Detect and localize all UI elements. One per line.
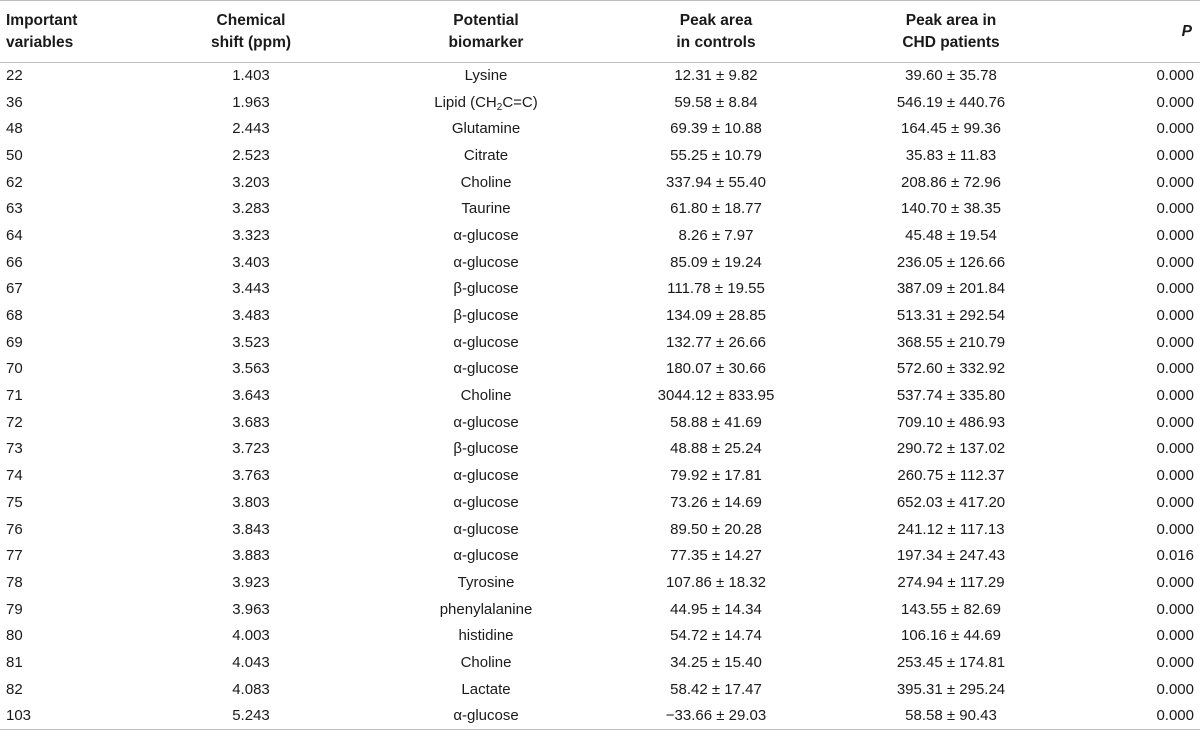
cell-peak-area-controls: 34.25 ± 15.40 bbox=[670, 653, 762, 671]
cell-variable: 71 bbox=[6, 387, 23, 405]
cell-peak-area-chd: 197.34 ± 247.43 bbox=[896, 547, 1006, 565]
cell-chemical-shift: 3.203 bbox=[232, 173, 270, 191]
table-row bbox=[0, 196, 1200, 223]
cell-p-value: 0.000 bbox=[1156, 253, 1194, 271]
table-body bbox=[0, 63, 1200, 730]
cell-p-value: 0.000 bbox=[1156, 360, 1194, 378]
cell-p-value: 0.000 bbox=[1156, 146, 1194, 164]
cell-p-value: 0.000 bbox=[1156, 333, 1194, 351]
cell-p-value: 0.000 bbox=[1156, 387, 1194, 405]
table-row bbox=[0, 409, 1200, 436]
cell-biomarker: Lactate bbox=[461, 680, 511, 698]
table-row bbox=[0, 303, 1200, 330]
table-row bbox=[0, 276, 1200, 303]
cell-p-value: 0.000 bbox=[1156, 467, 1194, 485]
cell-biomarker: α-glucose bbox=[453, 493, 519, 511]
cell-peak-area-controls: 55.25 ± 10.79 bbox=[670, 146, 762, 164]
cell-biomarker: α-glucose bbox=[453, 547, 519, 565]
cell-variable: 77 bbox=[6, 547, 23, 565]
cell-peak-area-chd: 140.70 ± 38.35 bbox=[901, 200, 1001, 218]
cell-peak-area-controls: 180.07 ± 30.66 bbox=[666, 360, 766, 378]
cell-biomarker: Glutamine bbox=[451, 120, 521, 138]
cell-peak-area-controls: 54.72 ± 14.74 bbox=[670, 627, 762, 645]
table-row bbox=[0, 169, 1200, 196]
table-row bbox=[0, 676, 1200, 703]
cell-variable: 78 bbox=[6, 573, 23, 591]
header-important-variables: Important variables bbox=[0, 1, 136, 63]
cell-p-value: 0.000 bbox=[1156, 440, 1194, 458]
cell-peak-area-chd: 241.12 ± 117.13 bbox=[897, 520, 1005, 538]
cell-variable: 103 bbox=[0, 703, 136, 730]
cell-peak-area-chd: 58.58 ± 90.43 bbox=[826, 703, 1076, 730]
cell-peak-area-chd: 652.03 ± 417.20 bbox=[896, 493, 1006, 511]
table-row bbox=[0, 436, 1200, 463]
header-potential-biomarker: Potential biomarker bbox=[366, 1, 606, 63]
cell-variable: 64 bbox=[6, 226, 23, 244]
table-row bbox=[0, 543, 1200, 570]
cell-variable: 70 bbox=[6, 360, 23, 378]
cell-chemical-shift: 3.963 bbox=[232, 600, 270, 618]
cell-chemical-shift: 3.723 bbox=[232, 440, 270, 458]
cell-peak-area-chd: 143.55 ± 82.69 bbox=[901, 600, 1001, 618]
header-row bbox=[0, 1, 1200, 63]
cell-biomarker: α-glucose bbox=[366, 703, 606, 730]
table-row bbox=[0, 516, 1200, 543]
cell-p-value: 0.000 bbox=[1156, 520, 1194, 538]
cell-peak-area-chd: 45.48 ± 19.54 bbox=[905, 226, 997, 244]
cell-variable: 67 bbox=[6, 280, 23, 298]
cell-peak-area-controls: 134.09 ± 28.85 bbox=[666, 307, 766, 325]
cell-peak-area-chd: 709.10 ± 486.93 bbox=[896, 413, 1006, 431]
cell-biomarker bbox=[366, 89, 606, 116]
cell-p-value: 0.000 bbox=[1156, 280, 1194, 298]
cell-peak-area-controls: 107.86 ± 18.32 bbox=[666, 573, 766, 591]
cell-peak-area-controls: 111.78 ± 19.55 bbox=[667, 280, 765, 298]
cell-variable: 80 bbox=[6, 627, 23, 645]
cell-peak-area-controls: 85.09 ± 19.24 bbox=[670, 253, 762, 271]
cell-variable: 48 bbox=[6, 120, 23, 138]
cell-p-value: 0.000 bbox=[1156, 173, 1194, 191]
cell-p-value: 0.000 bbox=[1156, 680, 1194, 698]
cell-chemical-shift: 3.483 bbox=[232, 307, 270, 325]
cell-peak-area-chd: 236.05 ± 126.66 bbox=[896, 253, 1006, 271]
cell-chemical-shift: 3.763 bbox=[232, 467, 270, 485]
cell-peak-area-controls: 48.88 ± 25.24 bbox=[670, 440, 762, 458]
cell-chemical-shift: 3.923 bbox=[232, 573, 270, 591]
cell-biomarker: Tyrosine bbox=[457, 573, 515, 591]
cell-peak-area-controls: 73.26 ± 14.69 bbox=[670, 493, 762, 511]
cell-chemical-shift: 4.083 bbox=[232, 680, 270, 698]
cell-p-value: 0.016 bbox=[1156, 547, 1194, 565]
cell-peak-area-chd: 395.31 ± 295.24 bbox=[896, 680, 1006, 698]
cell-peak-area-chd: 274.94 ± 117.29 bbox=[897, 573, 1005, 591]
table-row bbox=[0, 650, 1200, 677]
cell-variable: 62 bbox=[6, 173, 23, 191]
cell-variable: 36 bbox=[6, 93, 23, 111]
cell-p-value: 0.000 bbox=[1156, 493, 1194, 511]
cell-peak-area-controls: 79.92 ± 17.81 bbox=[670, 467, 762, 485]
cell-variable: 22 bbox=[6, 67, 23, 85]
table-row bbox=[0, 596, 1200, 623]
table-row bbox=[0, 116, 1200, 143]
cell-peak-area-controls: 3044.12 ± 833.95 bbox=[657, 387, 775, 405]
cell-peak-area-controls: 132.77 ± 26.66 bbox=[666, 333, 766, 351]
header-peak-area-chd: Peak area in CHD patients bbox=[826, 1, 1076, 63]
cell-peak-area-chd: 572.60 ± 332.92 bbox=[896, 360, 1006, 378]
cell-chemical-shift: 1.963 bbox=[232, 93, 270, 111]
cell-p-value: 0.000 bbox=[1156, 120, 1194, 138]
table-row bbox=[0, 463, 1200, 490]
cell-biomarker: α-glucose bbox=[453, 253, 519, 271]
table-row bbox=[0, 249, 1200, 276]
table-row bbox=[0, 356, 1200, 383]
cell-peak-area-chd: 260.75 ± 112.37 bbox=[897, 467, 1005, 485]
cell-peak-area-chd: 208.86 ± 72.96 bbox=[901, 173, 1001, 191]
cell-variable: 81 bbox=[6, 653, 23, 671]
cell-chemical-shift: 3.803 bbox=[232, 493, 270, 511]
cell-variable: 82 bbox=[6, 680, 23, 698]
cell-variable: 63 bbox=[6, 200, 23, 218]
cell-biomarker: α-glucose bbox=[453, 226, 519, 244]
cell-biomarker: Choline bbox=[460, 387, 512, 405]
cell-peak-area-controls: 61.80 ± 18.77 bbox=[670, 200, 762, 218]
cell-variable: 72 bbox=[6, 413, 23, 431]
cell-chemical-shift: 3.643 bbox=[232, 387, 270, 405]
cell-chemical-shift: 3.563 bbox=[232, 360, 270, 378]
cell-biomarker: α-glucose bbox=[453, 360, 519, 378]
cell-biomarker: phenylalanine bbox=[439, 600, 533, 618]
cell-variable: 73 bbox=[6, 440, 23, 458]
cell-chemical-shift: 3.883 bbox=[232, 547, 270, 565]
cell-chemical-shift: 2.443 bbox=[232, 120, 270, 138]
table-row bbox=[0, 490, 1200, 517]
cell-chemical-shift: 4.043 bbox=[232, 653, 270, 671]
cell-biomarker: α-glucose bbox=[453, 520, 519, 538]
cell-biomarker: Citrate bbox=[463, 146, 509, 164]
cell-p-value: 0.000 bbox=[1156, 307, 1194, 325]
cell-peak-area-chd: 39.60 ± 35.78 bbox=[905, 67, 997, 85]
cell-biomarker: α-glucose bbox=[453, 333, 519, 351]
cell-peak-area-controls: 8.26 ± 7.97 bbox=[678, 226, 754, 244]
cell-peak-area-controls: −33.66 ± 29.03 bbox=[606, 703, 826, 730]
cell-variable: 68 bbox=[6, 307, 23, 325]
cell-biomarker: histidine bbox=[458, 627, 514, 645]
cell-biomarker: β-glucose bbox=[453, 280, 519, 298]
cell-peak-area-chd: 546.19 ± 440.76 bbox=[896, 93, 1006, 111]
header-p-value: P bbox=[1076, 1, 1200, 63]
cell-chemical-shift: 4.003 bbox=[232, 627, 270, 645]
cell-variable: 66 bbox=[6, 253, 23, 271]
table-row bbox=[0, 143, 1200, 170]
cell-p-value: 0.000 bbox=[1156, 627, 1194, 645]
cell-variable: 69 bbox=[6, 333, 23, 351]
cell-biomarker: α-glucose bbox=[453, 467, 519, 485]
biomarker-text-tail: C=C) bbox=[502, 93, 538, 111]
cell-peak-area-controls: 89.50 ± 20.28 bbox=[670, 520, 762, 538]
cell-biomarker: α-glucose bbox=[453, 413, 519, 431]
table-header bbox=[0, 1, 1200, 63]
cell-peak-area-chd: 253.45 ± 174.81 bbox=[896, 653, 1006, 671]
cell-p-value: 0.000 bbox=[1156, 67, 1194, 85]
cell-biomarker: β-glucose bbox=[453, 440, 519, 458]
cell-peak-area-chd: 106.16 ± 44.69 bbox=[901, 627, 1001, 645]
cell-variable: 74 bbox=[6, 467, 23, 485]
table-row bbox=[0, 623, 1200, 650]
cell-peak-area-chd: 368.55 ± 210.79 bbox=[896, 333, 1006, 351]
cell-peak-area-controls: 12.31 ± 9.82 bbox=[674, 67, 758, 85]
cell-chemical-shift: 1.403 bbox=[232, 67, 270, 85]
cell-p-value: 0.000 bbox=[1156, 93, 1194, 111]
cell-peak-area-chd: 35.83 ± 11.83 bbox=[905, 146, 997, 164]
cell-chemical-shift: 3.843 bbox=[232, 520, 270, 538]
cell-p-value: 0.000 bbox=[1156, 600, 1194, 618]
cell-peak-area-chd: 387.09 ± 201.84 bbox=[896, 280, 1006, 298]
cell-variable: 50 bbox=[6, 146, 23, 164]
table-row bbox=[0, 89, 1200, 116]
cell-chemical-shift: 3.523 bbox=[232, 333, 270, 351]
table-row bbox=[0, 703, 1200, 730]
cell-chemical-shift: 3.323 bbox=[232, 226, 270, 244]
cell-biomarker: Choline bbox=[460, 173, 512, 191]
cell-peak-area-controls: 69.39 ± 10.88 bbox=[670, 120, 762, 138]
cell-peak-area-controls: 77.35 ± 14.27 bbox=[670, 547, 762, 565]
cell-variable: 79 bbox=[6, 600, 23, 618]
table-row bbox=[0, 63, 1200, 90]
cell-p-value: 0.000 bbox=[1156, 200, 1194, 218]
cell-biomarker: Choline bbox=[460, 653, 512, 671]
cell-chemical-shift: 3.283 bbox=[232, 200, 270, 218]
cell-peak-area-controls: 58.42 ± 17.47 bbox=[670, 680, 762, 698]
cell-variable: 76 bbox=[6, 520, 23, 538]
cell-peak-area-chd: 537.74 ± 335.80 bbox=[896, 387, 1006, 405]
cell-peak-area-controls: 59.58 ± 8.84 bbox=[674, 93, 758, 111]
biomarker-subscript: 2 bbox=[496, 101, 503, 113]
table-row bbox=[0, 329, 1200, 356]
cell-biomarker: Taurine bbox=[461, 200, 511, 218]
cell-chemical-shift: 3.403 bbox=[232, 253, 270, 271]
cell-p-value: 0.000 bbox=[1156, 653, 1194, 671]
cell-peak-area-chd: 513.31 ± 292.54 bbox=[896, 307, 1006, 325]
header-peak-area-controls: Peak area in controls bbox=[606, 1, 826, 63]
table-row bbox=[0, 383, 1200, 410]
cell-peak-area-controls: 337.94 ± 55.40 bbox=[666, 173, 766, 191]
cell-p-value: 0.000 bbox=[1156, 573, 1194, 591]
cell-chemical-shift: 2.523 bbox=[232, 146, 270, 164]
cell-peak-area-chd: 290.72 ± 137.02 bbox=[896, 440, 1006, 458]
cell-peak-area-chd: 164.45 ± 99.36 bbox=[901, 120, 1001, 138]
cell-chemical-shift: 3.683 bbox=[232, 413, 270, 431]
cell-p-value: 0.000 bbox=[1156, 226, 1194, 244]
cell-variable: 75 bbox=[6, 493, 23, 511]
cell-p-value: 0.000 bbox=[1076, 703, 1200, 730]
cell-biomarker: β-glucose bbox=[453, 307, 519, 325]
cell-p-value: 0.000 bbox=[1156, 413, 1194, 431]
cell-peak-area-controls: 44.95 ± 14.34 bbox=[670, 600, 762, 618]
cell-chemical-shift: 3.443 bbox=[232, 280, 270, 298]
cell-chemical-shift: 5.243 bbox=[136, 703, 366, 730]
cell-biomarker: Lysine bbox=[464, 67, 508, 85]
table-row bbox=[0, 223, 1200, 250]
biomarker-text: Lipid (CH bbox=[434, 93, 497, 111]
table-row bbox=[0, 570, 1200, 597]
cell-peak-area-controls: 58.88 ± 41.69 bbox=[670, 413, 762, 431]
header-chemical-shift: Chemical shift (ppm) bbox=[136, 1, 366, 63]
